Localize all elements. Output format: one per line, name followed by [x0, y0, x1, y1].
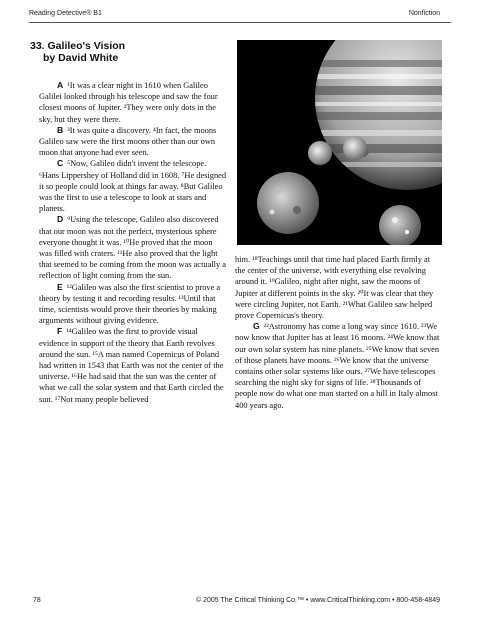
moon-ganymede	[257, 172, 319, 234]
paragraph-a	[39, 80, 227, 125]
paragraph-letter: E	[57, 281, 63, 292]
copyright-footer: © 2005 The Critical Thinking Co.™ • www.CriticalThinking.com • 800-458-4849	[195, 597, 440, 604]
paragraph-f-continued	[235, 254, 440, 321]
series-header: Reading Detective® B1	[29, 10, 102, 17]
paragraph-text: ²²Astronomy has come a long way since 1610. ²³We now know that Jupiter has at least 16 moons. ²⁴We know that our own solar system has nine planets. ²⁵We know that seven of those planets have moons. ²⁶We know that the universe contains other solar systems like ours. ²⁷We have telescopes searching the night sky for signs of life. ²⁸Thousands of people now do what one man started on a hill in Italy almost 400 years ago.	[235, 322, 440, 410]
paragraph-g	[235, 321, 440, 411]
paragraph-text: ³It was quite a discovery. ⁴In fact, the moons Galileo saw were the first moons other than our own moon that anyone had ever seen.	[39, 125, 217, 158]
right-column	[235, 254, 440, 411]
article-title	[30, 40, 230, 64]
paragraph-text: ¹²Galileo was also the first scientist to prove a theory by testing it and recording results. ¹³Until that time, scientists would prove their theories by making arguments without giving evidence.	[39, 282, 221, 326]
paragraph-text: ¹⁴Galileo was the first to provide visual evidence in support of the theory that Earth revolves around the sun. ¹⁵A man named Copernicus of Poland had written in 1543 that Earth was not the center of the universe. ¹⁶He had said that the sun was the center of what we call the solar system and that Earth circled the sun. ¹⁷Not many people believed	[39, 327, 224, 404]
moon-europa	[308, 141, 332, 165]
paragraph-letter: B	[57, 124, 64, 135]
header-rule	[29, 22, 451, 23]
paragraph-f	[39, 326, 227, 404]
page-number: 78	[33, 597, 41, 604]
category-header: Nonfiction	[408, 10, 440, 17]
paragraph-letter: F	[57, 326, 63, 337]
left-column	[39, 80, 227, 405]
paragraph-d	[39, 214, 227, 281]
paragraph-e	[39, 282, 227, 327]
paragraph-b	[39, 125, 227, 159]
jupiter-moons-photo	[237, 40, 442, 245]
paragraph-text: ⁹Using the telescope, Galileo also discovered that our moon was not the perfect, mysterious sphere everyone thought it was. ¹⁰He proved that the moon was filled with craters. ¹¹He also proved that the light that seemed to be coming from the moon was actually a reflection of light coming from the sun.	[39, 215, 226, 281]
paragraph-text: ¹It was a clear night in 1610 when Galileo Galilei looked through his telescope and saw the four closest moons of Jupiter. ²They were only dots in the sky, but they were there.	[39, 81, 218, 124]
moon-io	[343, 136, 367, 160]
paragraph-text: him. ¹⁸Teachings until that time had placed Earth firmly at the center of the universe, with everything else revolving around it. ¹⁹Galileo, night after night, saw the moons of Jupiter at different points in the sky. ²⁰It was clear that they were circling Jupiter, not Earth. ²¹What Galileo saw helped prove Copernicus's theory.	[235, 255, 434, 321]
jupiter-moons-image	[237, 40, 442, 245]
paragraph-letter: G	[253, 321, 260, 332]
paragraph-letter: D	[57, 214, 64, 225]
author-byline: by David White	[43, 52, 119, 64]
paragraph-letter: A	[57, 80, 64, 90]
title-text: 33. Galileo's Vision	[30, 40, 126, 52]
paragraph-text: ⁵Now, Galileo didn't invent the telescope. ⁶Hans Lippershey of Holland did in 1608. ⁷He designed it so people could look at things far away. ⁸But Galileo was the first to use a telescope to look at stars and planets.	[39, 159, 227, 214]
paragraph-letter: C	[57, 158, 64, 169]
paragraph-c	[39, 158, 227, 214]
